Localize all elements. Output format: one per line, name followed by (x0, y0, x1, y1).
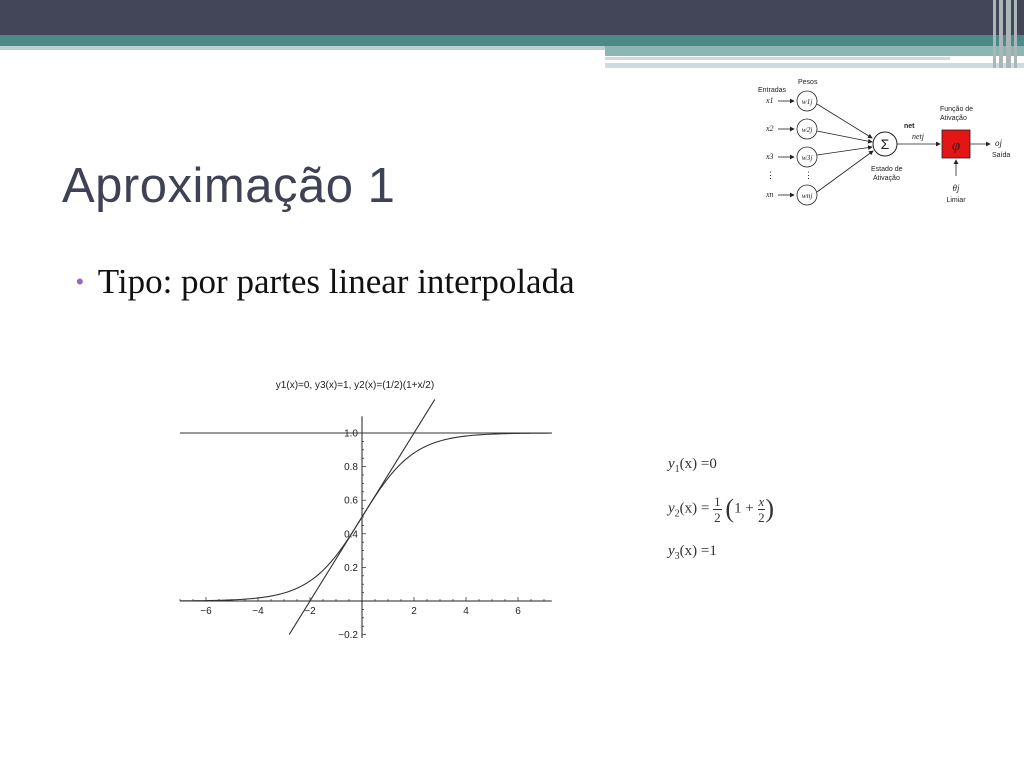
eq-sub: 2 (674, 508, 680, 520)
eq-arg: (x) (679, 500, 698, 517)
input-row (765, 119, 872, 142)
equation-y2 (668, 494, 774, 524)
limiar-label: Limiar (946, 197, 966, 204)
frac-den: 2 (714, 509, 721, 525)
header-vertical-bar (999, 0, 1003, 68)
weight-label: w1j (801, 97, 813, 106)
eq-paren: ( (725, 494, 735, 523)
x-tick-label: 6 (515, 606, 521, 617)
chart-title: y1(x)=0, y3(x)=1, y2(x)=(1/2)(1+x/2) (275, 380, 435, 391)
theta-label: θj (952, 183, 960, 193)
estado-label: Ativação (873, 175, 900, 182)
net-label: net (904, 123, 915, 130)
input-label: x3 (766, 152, 774, 161)
eq-var: y (668, 500, 675, 517)
y-tick-label: 1.0 (344, 428, 358, 440)
header-light-band-left (0, 46, 605, 50)
neuron-diagram (752, 74, 1022, 214)
eq-var: y (668, 456, 675, 472)
eq-sub: 1 (674, 464, 680, 475)
weight-label: w3j (801, 153, 813, 162)
input-label: x1 (766, 96, 774, 105)
equation-y3 (668, 543, 717, 562)
frac-num: x (758, 493, 765, 509)
frac-num: 1 (714, 493, 721, 509)
y-tick-label: 0.8 (344, 462, 358, 474)
eq-rhs: =1 (700, 543, 717, 559)
bullet-item (76, 262, 575, 302)
header-vertical-bar (1006, 0, 1011, 68)
eq-term: 1 + (734, 500, 754, 517)
input-row (765, 147, 872, 167)
phi-symbol: φ (951, 138, 961, 154)
header-dark-band (0, 0, 1024, 35)
eq-paren: ) (765, 494, 774, 523)
netj-label: netj (912, 132, 924, 141)
weight-label: w2j (801, 125, 813, 134)
y-tick-label: 0.2 (344, 562, 358, 574)
eq-var: y (668, 543, 675, 559)
x-tick-label: −4 (252, 606, 264, 617)
sigmoid-plot (165, 370, 565, 645)
output-label: oj (995, 138, 1003, 148)
x-tick-label: 2 (411, 606, 417, 617)
input-label: xn (766, 190, 774, 199)
axes (180, 416, 552, 641)
input-row (765, 151, 873, 205)
funcao-label: Função de (940, 106, 974, 113)
sum-symbol: Σ (880, 136, 890, 152)
estado-label: Estado de (871, 166, 903, 173)
bullet-dot-icon: • (76, 269, 84, 294)
x-tick-label: −2 (304, 606, 316, 617)
funcao-label: Ativação (940, 115, 967, 122)
eq-equals: = (700, 500, 710, 517)
frac-den: 2 (758, 509, 765, 525)
y-tick-label: −0.2 (338, 630, 358, 642)
eq-arg: (x) (679, 543, 698, 559)
header-vertical-bar (1014, 0, 1017, 68)
header-light-band-right (605, 46, 1024, 56)
x-tick-label: −6 (200, 606, 212, 617)
saida-label: Saída (992, 152, 1011, 159)
x-tick-label: 4 (463, 606, 469, 617)
y-tick-label: 0.4 (344, 529, 358, 541)
bullet-text: Tipo: por partes linear interpolada (97, 262, 575, 301)
equation-y1 (668, 456, 717, 475)
eq-rhs: =0 (700, 456, 717, 472)
header-accent-line-1 (605, 57, 950, 60)
eq-sub: 3 (674, 551, 680, 562)
slide-title: Aproximação 1 (62, 159, 396, 213)
series-line-sigmoid (180, 433, 552, 601)
fraction-half (713, 495, 722, 524)
weight-label: wnj (801, 191, 813, 200)
entradas-label: Entradas (758, 87, 787, 94)
ellipsis-icon: ⋮ (804, 170, 813, 180)
header-teal-band (0, 35, 1024, 46)
input-label: x2 (766, 124, 774, 133)
pesos-label: Pesos (798, 79, 818, 86)
ellipsis-icon: ⋮ (766, 170, 775, 180)
y-tick-label: 0.6 (344, 495, 358, 507)
eq-arg: (x) (679, 456, 698, 472)
header-vertical-bar (993, 0, 996, 68)
series-group (180, 399, 552, 634)
header-accent-line-2 (605, 63, 1024, 68)
